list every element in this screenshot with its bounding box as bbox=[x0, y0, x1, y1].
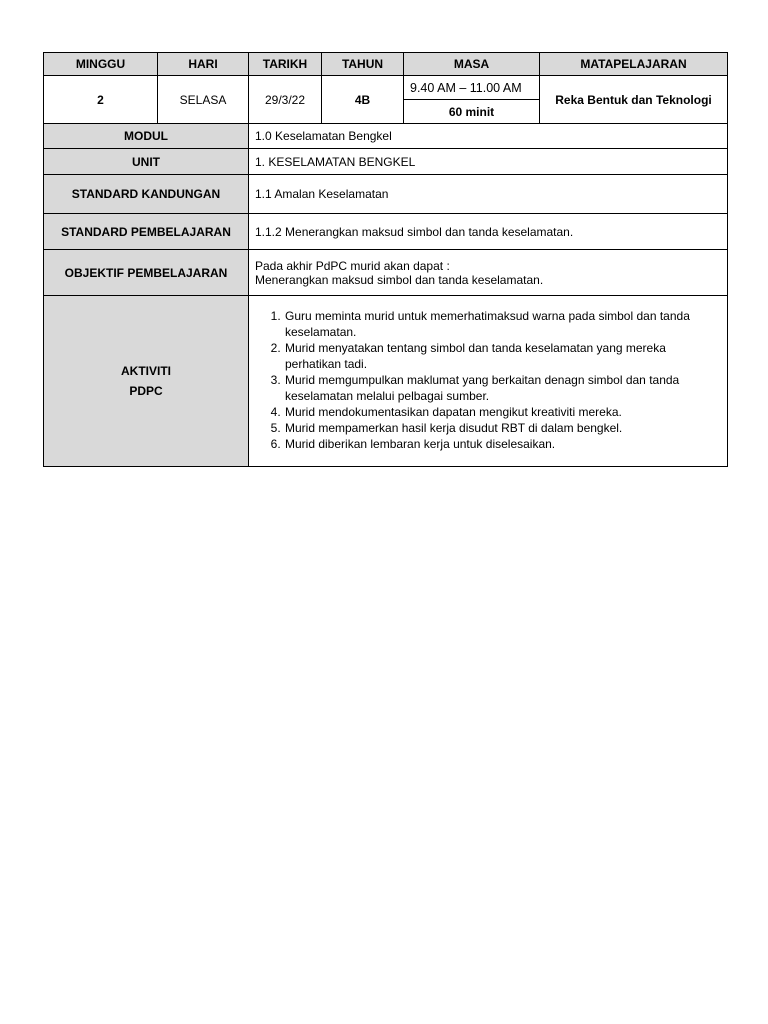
value-tahun: 4B bbox=[322, 76, 404, 124]
list-item: 3. Murid memgumpulkan maklumat yang berkaitan denagn simbol dan tanda keselamatan melalui pelbagai sumber. bbox=[284, 372, 721, 404]
standard-pembelajaran-value: 1.1.2 Menerangkan maksud simbol dan tanda keselamatan. bbox=[249, 214, 728, 250]
objektif-line-2: Menerangkan maksud simbol dan tanda keselamatan. bbox=[255, 272, 544, 287]
objektif-line-1: Pada akhir PdPC murid akan dapat : bbox=[255, 258, 450, 273]
header-matapelajaran: MATAPELAJARAN bbox=[540, 53, 728, 76]
aktiviti-label-line-1: AKTIVITI bbox=[121, 364, 171, 378]
value-matapelajaran: Reka Bentuk dan Teknologi bbox=[540, 76, 728, 124]
standard-kandungan-row bbox=[44, 175, 728, 214]
modul-label: MODUL bbox=[44, 124, 249, 149]
value-minggu: 2 bbox=[44, 76, 158, 124]
header-tarikh: TARIKH bbox=[249, 53, 322, 76]
list-item: 6. Murid diberikan lembaran kerja untuk diselesaikan. bbox=[284, 436, 721, 452]
value-hari: SELASA bbox=[158, 76, 249, 124]
aktiviti-row bbox=[44, 296, 728, 467]
values-row-1 bbox=[44, 76, 728, 100]
standard-pembelajaran-row bbox=[44, 214, 728, 250]
unit-row bbox=[44, 149, 728, 175]
header-minggu: MINGGU bbox=[44, 53, 158, 76]
aktiviti-list bbox=[255, 308, 721, 452]
list-item: 1. Guru meminta murid untuk memerhatimaksud warna pada simbol dan tanda keselamatan. bbox=[284, 308, 721, 340]
aktiviti-label-line-2: PDPC bbox=[129, 384, 163, 398]
header-masa: MASA bbox=[404, 53, 540, 76]
value-tarikh: 29/3/22 bbox=[249, 76, 322, 124]
objektif-value bbox=[249, 250, 728, 296]
objektif-row bbox=[44, 250, 728, 296]
aktiviti-label bbox=[44, 296, 249, 467]
list-item: 2. Murid menyatakan tentang simbol dan tanda keselamatan yang mereka perhatikan tadi. bbox=[284, 340, 721, 372]
header-row bbox=[44, 53, 728, 76]
value-masa-duration: 60 minit bbox=[404, 100, 540, 124]
modul-row bbox=[44, 124, 728, 149]
aktiviti-value bbox=[249, 296, 728, 467]
standard-kandungan-value: 1.1 Amalan Keselamatan bbox=[249, 175, 728, 214]
objektif-label: OBJEKTIF PEMBELAJARAN bbox=[44, 250, 249, 296]
header-tahun: TAHUN bbox=[322, 53, 404, 76]
list-item: 4. Murid mendokumentasikan dapatan mengikut kreativiti mereka. bbox=[284, 404, 721, 420]
lesson-plan-table bbox=[43, 52, 728, 467]
unit-label: UNIT bbox=[44, 149, 249, 175]
standard-kandungan-label: STANDARD KANDUNGAN bbox=[44, 175, 249, 214]
unit-value: 1. KESELAMATAN BENGKEL bbox=[249, 149, 728, 175]
modul-value: 1.0 Keselamatan Bengkel bbox=[249, 124, 728, 149]
list-item: 5. Murid mempamerkan hasil kerja disudut RBT di dalam bengkel. bbox=[284, 420, 721, 436]
value-masa-time: 9.40 AM – 11.00 AM bbox=[404, 76, 540, 100]
standard-pembelajaran-label: STANDARD PEMBELAJARAN bbox=[44, 214, 249, 250]
header-hari: HARI bbox=[158, 53, 249, 76]
